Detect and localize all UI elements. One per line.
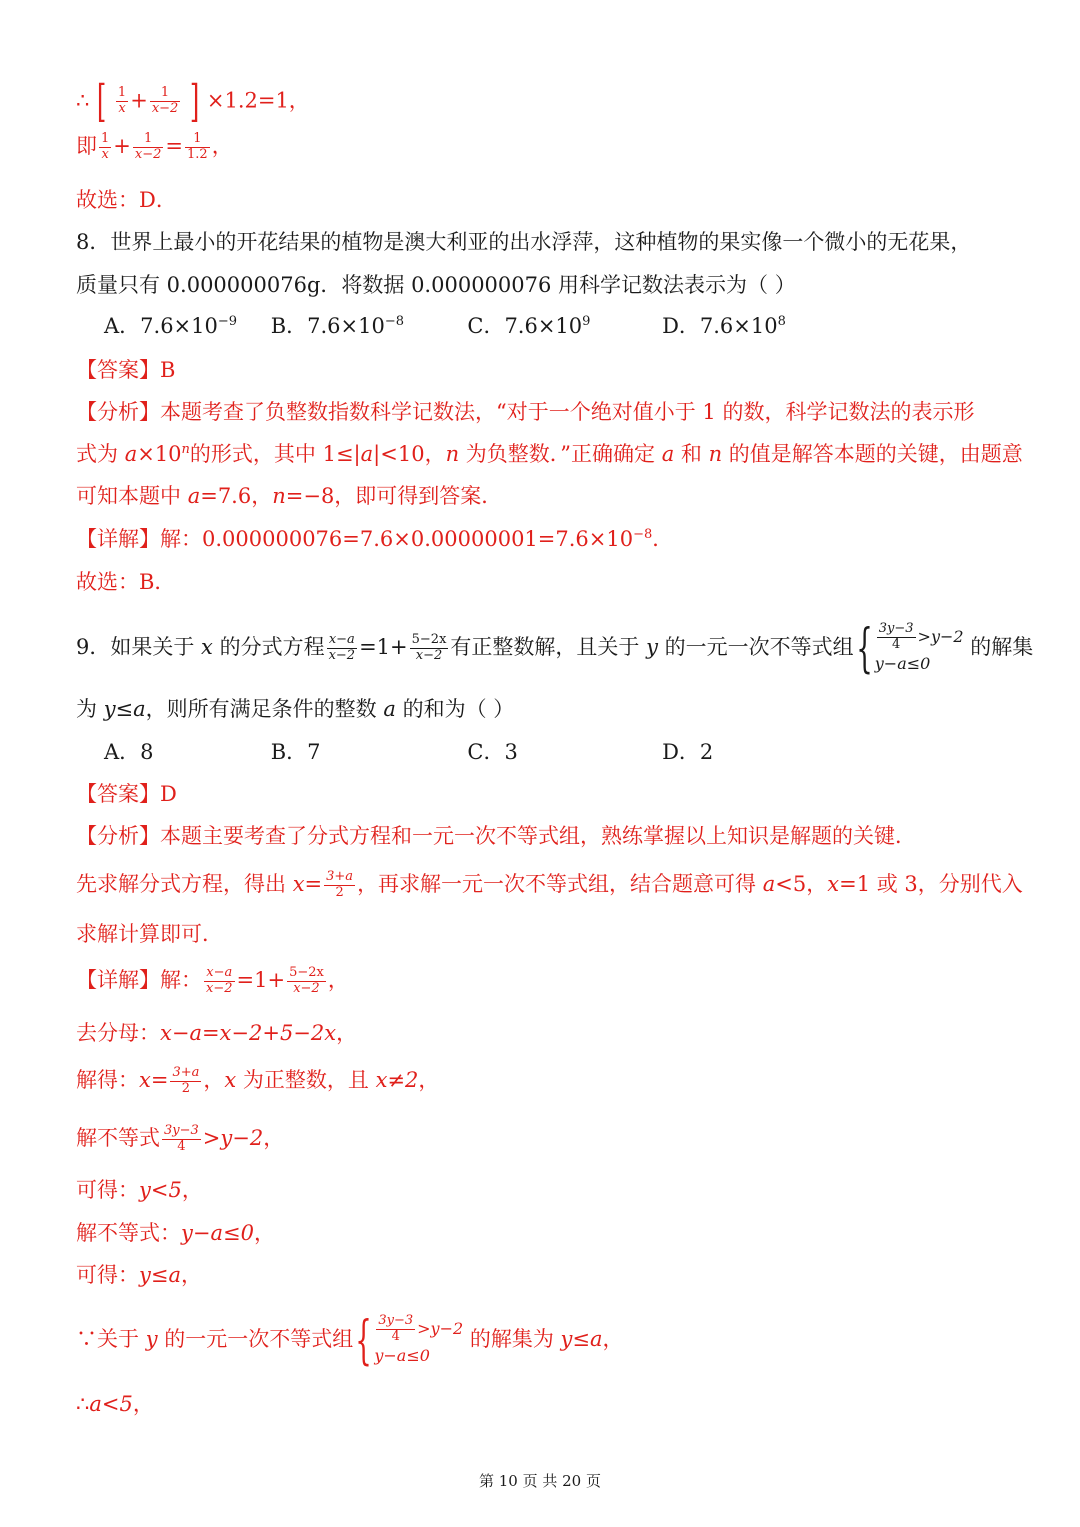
q9-detail-3: 解得：x= $\frac{3+a}{2}$ ，x 为正整数，且 x≠2， xyxy=(76,1065,440,1096)
therefore-symbol: ∴ xyxy=(76,88,90,113)
q8-option-d: D．$7.6\times 10^8$ xyxy=(662,314,786,338)
q8-analysis-line1: 【分析】本题考查了负整数指数科学记数法，“对于一个绝对值小于 1 的数，科学记数法的表示形 xyxy=(76,400,975,424)
fraction: $\frac{x-a}{x-2}$ xyxy=(328,632,356,664)
q9-stem-line2: 为 y≤a，则所有满足条件的整数 a 的和为（ ） xyxy=(76,697,515,721)
page-footer: 第 10 页 共 20 页 xyxy=(478,1472,601,1490)
q9-analysis-line3: 求解计算即可． xyxy=(76,922,223,946)
q9-detail-1: 【详解】解： $\frac{x-a}{x-2}$ =1+ $\frac{5-2x}{x-2}$ ， xyxy=(76,965,349,996)
q9-options xyxy=(104,740,713,765)
left-bracket: [ xyxy=(96,76,107,127)
fraction: $\frac{3+a}{2}$ xyxy=(172,1065,200,1096)
brace: { xyxy=(855,618,873,679)
q8-stem-line2: 质量只有 0.000000076g．将数据 0.000000076 用科学记数法表示为（ ） xyxy=(76,273,796,297)
q9-detail-9: ∴a<5， xyxy=(76,1392,154,1416)
q9-detail-5: 可得：y<5， xyxy=(76,1178,203,1202)
inequality-system: $\frac{3y-3}{4}$ >y−2 y−a≤0 xyxy=(874,621,964,673)
top-select: 故选：D． xyxy=(76,188,177,212)
fraction: $\frac{1}{1.2}$ xyxy=(187,131,208,162)
q9-answer: 【答案】D xyxy=(76,782,177,806)
fraction: $\frac{x-a}{x-2}$ xyxy=(206,965,233,996)
q9-analysis-line2: 先求解分式方程，得出 x= $\frac{3+a}{2}$ ，再求解一元一次不等式组，结合题意可得 a<5，x=1 或 3，分别代入 xyxy=(76,869,1023,900)
fraction: $\frac{1}{x-2}$ xyxy=(134,131,162,162)
fraction: $\frac{3y-3}{4}$ xyxy=(164,1123,199,1154)
q8-option-a: A．$7.6\times 10^{-9}$ xyxy=(104,314,238,338)
q8-answer: 【答案】B xyxy=(76,358,176,382)
right-bracket: ] xyxy=(189,76,200,127)
q9-detail-7: 可得：y≤a， xyxy=(76,1263,202,1287)
q9-option-a: A．8 xyxy=(104,740,154,764)
q9-analysis-line1: 【分析】本题主要考查了分式方程和一元一次不等式组，熟练掌握以上知识是解题的关键． xyxy=(76,824,916,848)
brace: { xyxy=(355,1310,373,1371)
q9-detail-8: ∵关于 y 的一元一次不等式组{ $\frac{3y-3}{4}$ >y−2 y−a≤0 的解集为 y≤a， xyxy=(76,1310,624,1371)
fraction: $\frac{1}{x-2}$ xyxy=(151,85,179,117)
fraction: $\frac{3+a}{2}$ xyxy=(326,869,354,900)
fraction: $\frac{1}{x}$ xyxy=(117,85,127,117)
q9-stem-line1: 9．如果关于 x 的分式方程 $\frac{x-a}{x-2}$ =1+ $\frac{5-2x}{x-2}$ 有正整数解，且关于 y 的一元一次不等式组{ $\frac{3y-3}{4}$ >y−2 y−a≤0 的解集 xyxy=(76,618,1034,679)
q9-option-c: C．3 xyxy=(467,740,518,764)
inequality-system: $\frac{3y-3}{4}$ >y−2 y−a≤0 xyxy=(374,1313,464,1365)
q9-detail-2: 去分母：x−a=x−2+5−2x， xyxy=(76,1021,358,1045)
q9-option-d: D．2 xyxy=(662,740,714,764)
fraction: $\frac{1}{x}$ xyxy=(101,131,110,162)
q8-option-b: B．$7.6\times 10^{-8}$ xyxy=(270,314,405,338)
q9-option-b: B．7 xyxy=(270,740,321,764)
q9-detail-6: 解不等式：y−a≤0， xyxy=(76,1221,275,1245)
top-equation-2: 即 $\frac{1}{x}$ + $\frac{1}{x-2}$ = $\frac{1}{1.2}$ ， xyxy=(76,131,233,162)
q8-analysis-line2: 式为 $a\times 10^n$的形式，其中 1≤|a|<10，n 为负整数．”正确确定 a 和 n 的值是解答本题的关键，由题意 xyxy=(76,442,1023,466)
fraction: $\frac{5-2x}{x-2}$ xyxy=(411,632,447,664)
q8-stem-line1: 8．世界上最小的开花结果的植物是澳大利亚的出水浮萍，这种植物的果实像一个微小的无花果， xyxy=(76,230,972,254)
q8-option-c: C．$7.6\times 10^9$ xyxy=(467,314,591,338)
fraction: $\frac{5-2x}{x-2}$ xyxy=(289,965,324,996)
top-equation-1: ∴ [ $\frac{1}{x}$ + $\frac{1}{x-2}$ ] ×1.2=1， xyxy=(76,76,310,127)
q8-select: 故选：B． xyxy=(76,570,176,594)
q9-detail-4: 解不等式 $\frac{3y-3}{4}$ >y−2， xyxy=(76,1123,285,1154)
q8-options xyxy=(104,314,786,339)
q8-analysis-line3: 可知本题中 a=7.6，n=−8，即可得到答案． xyxy=(76,484,503,508)
q8-detail: 【详解】解：$0.000000076=7.6\times 0.00000001=7.6\times 10^{-8}$． xyxy=(76,527,674,551)
